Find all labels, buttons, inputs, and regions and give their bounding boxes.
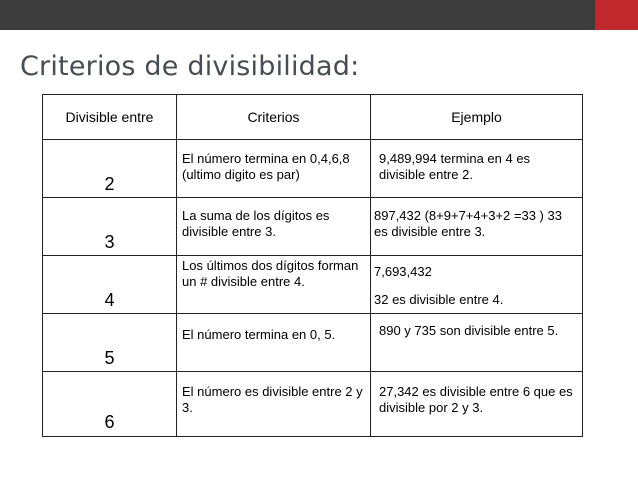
table-row bbox=[43, 256, 583, 314]
criterio-cell bbox=[177, 314, 371, 372]
table-row bbox=[43, 198, 583, 256]
criterio-cell bbox=[177, 198, 371, 256]
ejemplo-cell bbox=[371, 198, 583, 256]
criterio-cell bbox=[177, 372, 371, 437]
divisor-value: 2 bbox=[104, 174, 115, 194]
criterio-text: El número termina en 0,4,6,8 (ultimo digito es par) bbox=[182, 151, 350, 182]
table-row bbox=[43, 314, 583, 372]
criterio-text: El número es divisible entre 2 y 3. bbox=[182, 384, 363, 415]
criterio-cell bbox=[177, 140, 371, 198]
criterio-text: Los últimos dos dígitos forman un # divisible entre 4. bbox=[182, 258, 359, 289]
ejemplo-cell bbox=[371, 140, 583, 198]
top-bar bbox=[0, 0, 638, 30]
criterio-text: La suma de los dígitos es divisible entre 3. bbox=[182, 208, 330, 239]
header-criterios: Criterios bbox=[177, 95, 371, 140]
table-header-row bbox=[43, 95, 583, 140]
divisor-value: 5 bbox=[104, 348, 115, 368]
top-bar-accent bbox=[595, 0, 638, 30]
header-ejemplo: Ejemplo bbox=[371, 95, 583, 140]
divisor-value: 4 bbox=[104, 290, 115, 310]
header-divisible-entre: Divisible entre bbox=[43, 95, 177, 140]
ejemplo-text: 9,489,994 termina en 4 es divisible entre 2. bbox=[379, 151, 531, 182]
divisor-cell bbox=[43, 372, 177, 437]
ejemplo-cell bbox=[371, 372, 583, 437]
divisor-cell bbox=[43, 198, 177, 256]
divisor-value: 6 bbox=[104, 412, 115, 432]
ejemplo-cell bbox=[371, 314, 583, 372]
table-row bbox=[43, 372, 583, 437]
ejemplo-text-line2: 32 es divisible entre 4. bbox=[374, 292, 504, 307]
divisor-cell bbox=[43, 314, 177, 372]
divisor-cell bbox=[43, 256, 177, 314]
ejemplo-cell bbox=[371, 256, 583, 314]
ejemplo-text: 27,342 es divisible entre 6 que es divisible por 2 y 3. bbox=[379, 384, 573, 415]
divisibility-table bbox=[42, 94, 583, 437]
table-row bbox=[43, 140, 583, 198]
divisor-value: 3 bbox=[104, 232, 115, 252]
ejemplo-text-line1: 7,693,432 bbox=[374, 264, 432, 279]
criterio-text: El número termina en 0, 5. bbox=[182, 327, 336, 342]
criterio-cell bbox=[177, 256, 371, 314]
ejemplo-text: 897,432 (8+9+7+4+3+2 =33 ) 33 es divisible entre 3. bbox=[374, 208, 562, 239]
slide-title: Criterios de divisibilidad: bbox=[20, 51, 360, 82]
ejemplo-text: 890 y 735 son divisible entre 5. bbox=[379, 323, 559, 338]
top-bar-dark bbox=[0, 0, 595, 30]
divisor-cell bbox=[43, 140, 177, 198]
